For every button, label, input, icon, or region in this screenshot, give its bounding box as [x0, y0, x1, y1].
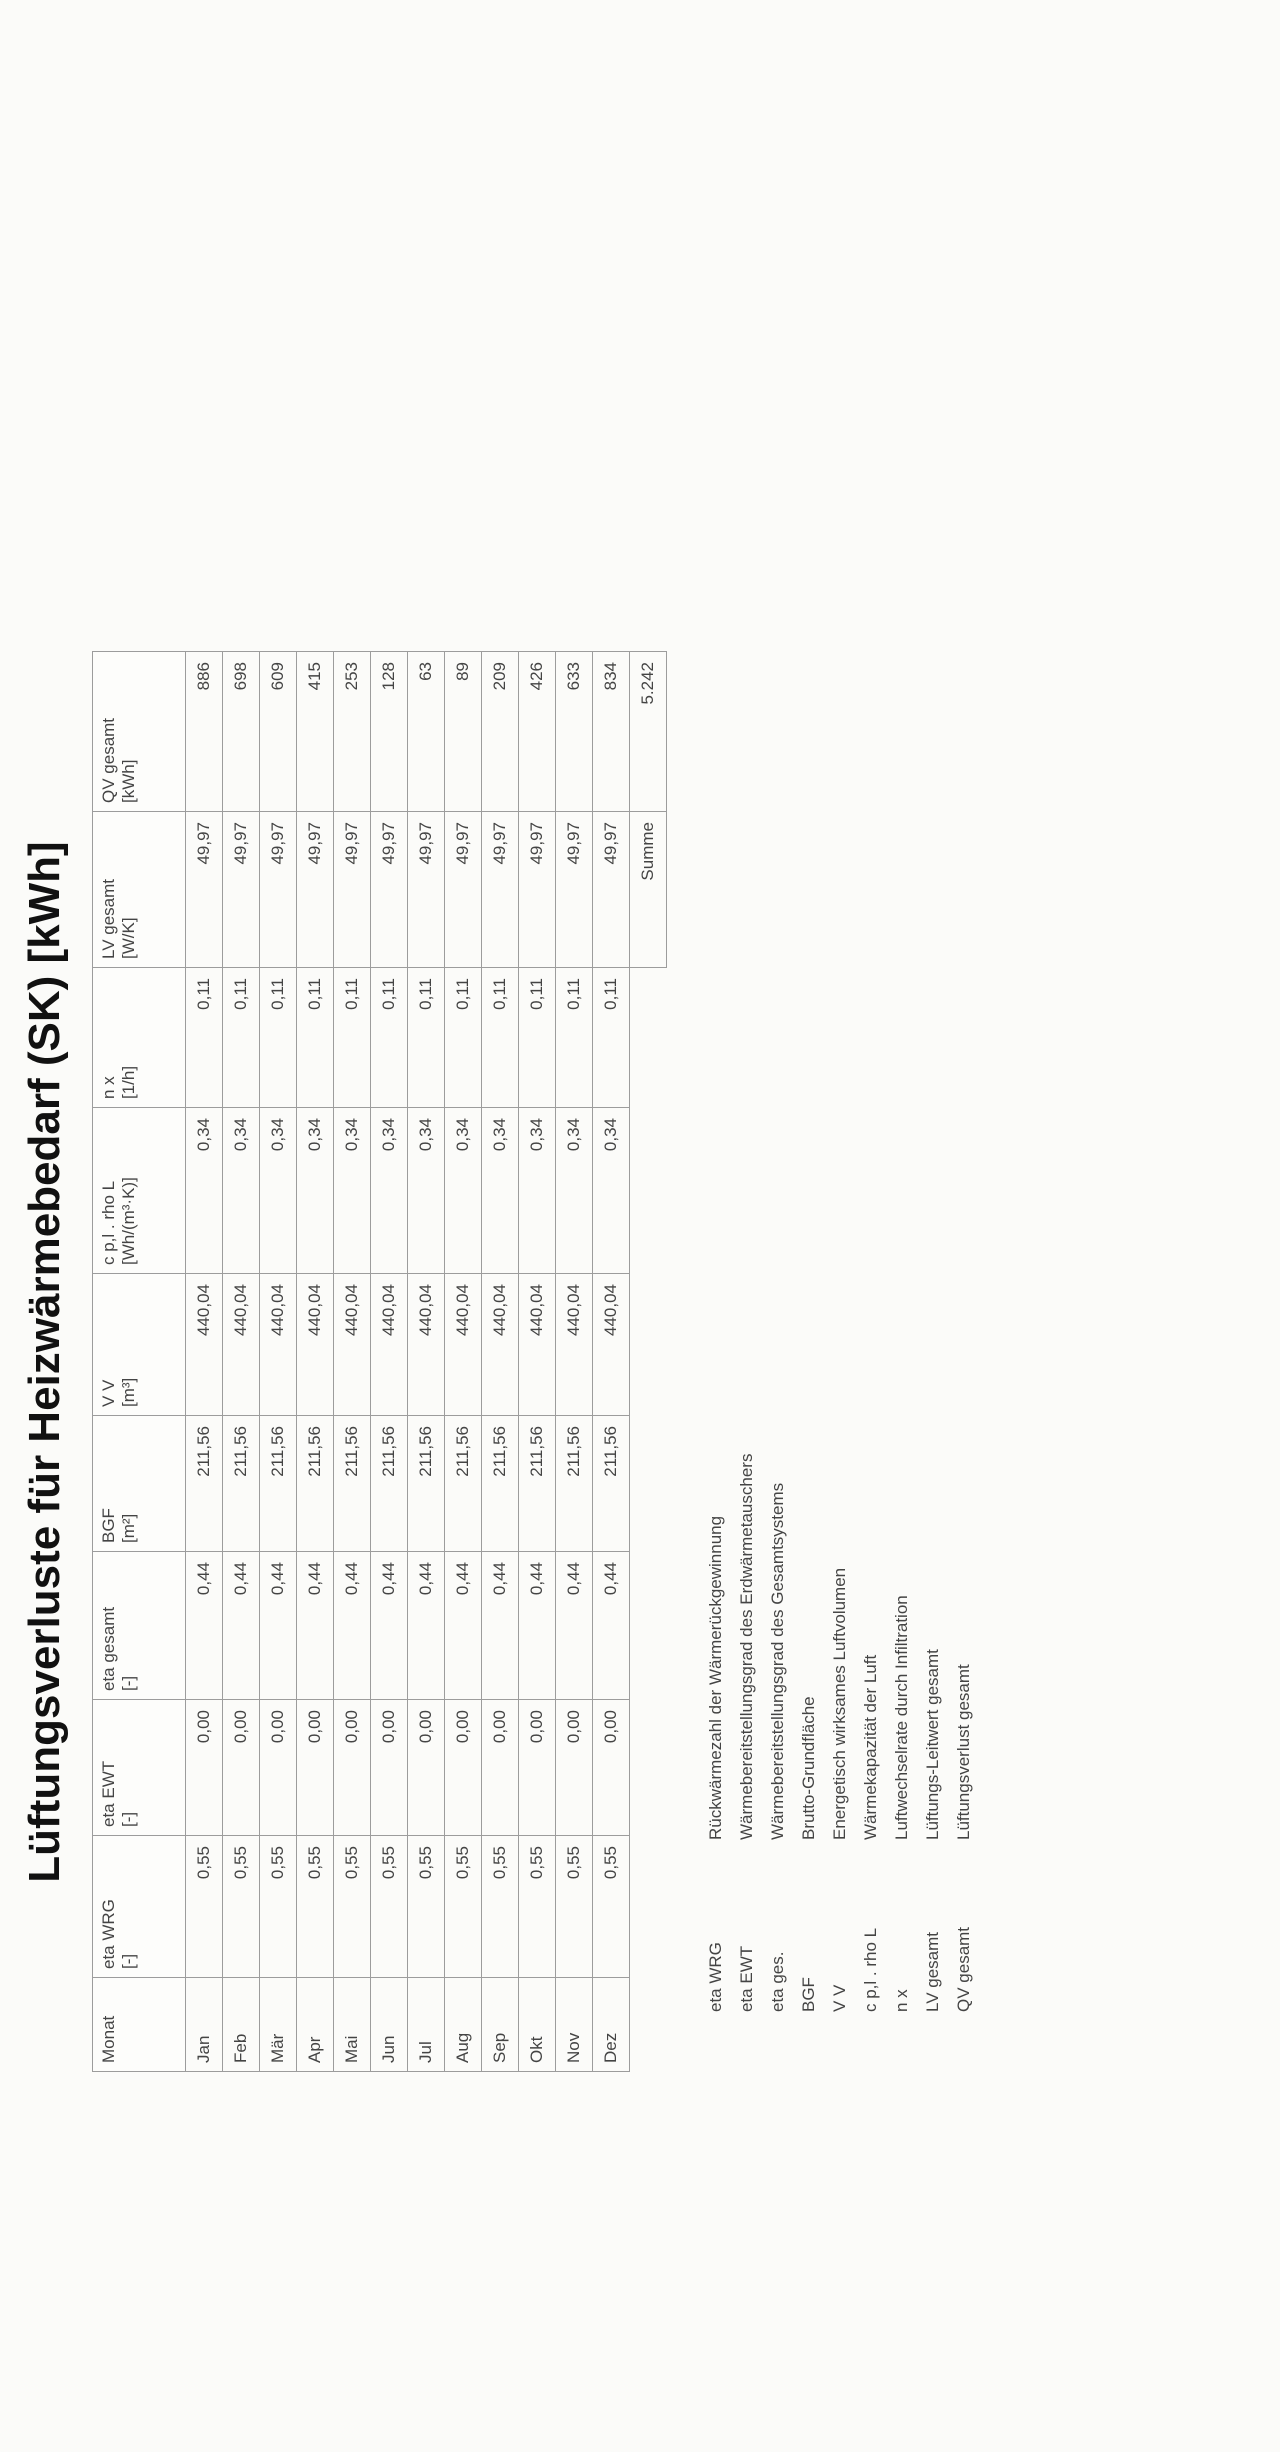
table-cell: 211,56: [408, 1416, 445, 1552]
column-header: [93, 1700, 186, 1836]
legend-description: Lüftungs-Leitwert gesamt: [923, 1649, 942, 1840]
table-cell: 0,00: [223, 1700, 260, 1836]
empty-cell: [630, 1700, 667, 1836]
column-header: [93, 1274, 186, 1416]
month-cell: Dez: [593, 1978, 630, 2072]
table-cell: 0,44: [186, 1552, 223, 1700]
table-row: [223, 652, 260, 2072]
table-row: [371, 652, 408, 2072]
table-cell: 0,34: [260, 1108, 297, 1274]
table-row: [445, 652, 482, 2072]
column-header-unit: [W/K]: [119, 917, 138, 959]
table-cell: 0,00: [445, 1700, 482, 1836]
table-cell: 0,44: [260, 1552, 297, 1700]
table-cell: 0,34: [593, 1108, 630, 1274]
column-header-unit: [m³]: [119, 1377, 138, 1407]
table-cell: 211,56: [371, 1416, 408, 1552]
table-cell: 440,04: [371, 1274, 408, 1416]
table-cell: 440,04: [186, 1274, 223, 1416]
table-cell: 253: [334, 652, 371, 812]
legend-abbreviation: c p,l . rho L: [861, 1927, 880, 2012]
empty-cell: [630, 1836, 667, 1978]
legend-item: [886, 1454, 917, 2012]
month-cell: Apr: [297, 1978, 334, 2072]
table-row: [297, 652, 334, 2072]
table-cell: 211,56: [445, 1416, 482, 1552]
table-cell: 49,97: [297, 812, 334, 968]
table-cell: 49,97: [593, 812, 630, 968]
table-cell: 63: [408, 652, 445, 812]
column-header-unit: [kWh]: [119, 759, 138, 803]
table-cell: 440,04: [593, 1274, 630, 1416]
table-cell: 0,11: [519, 968, 556, 1108]
table-cell: 0,44: [482, 1552, 519, 1700]
month-cell: Jun: [371, 1978, 408, 2072]
legend-item: [793, 1454, 824, 2012]
table-cell: 211,56: [556, 1416, 593, 1552]
table-cell: 211,56: [260, 1416, 297, 1552]
legend-item: [731, 1454, 762, 2012]
column-header-name: n x: [99, 1076, 118, 1099]
table-cell: 440,04: [297, 1274, 334, 1416]
month-cell: Aug: [445, 1978, 482, 2072]
table-cell: 0,34: [482, 1108, 519, 1274]
month-cell: Mai: [334, 1978, 371, 2072]
table-cell: 440,04: [519, 1274, 556, 1416]
table-cell: 0,11: [482, 968, 519, 1108]
table-cell: 0,44: [334, 1552, 371, 1700]
table-cell: 49,97: [482, 812, 519, 968]
table-cell: 0,34: [519, 1108, 556, 1274]
column-header-name: LV gesamt: [99, 878, 118, 959]
legend-abbreviation: eta ges.: [768, 1951, 787, 2012]
legend-item: [917, 1454, 948, 2012]
table-cell: 698: [223, 652, 260, 812]
table-cell: 0,11: [260, 968, 297, 1108]
table-cell: 49,97: [334, 812, 371, 968]
table-cell: 0,11: [593, 968, 630, 1108]
table-cell: 49,97: [186, 812, 223, 968]
month-cell: Feb: [223, 1978, 260, 2072]
column-header-name: eta EWT: [99, 1760, 118, 1827]
legend-description: Energetisch wirksames Luftvolumen: [830, 1567, 849, 1840]
table-cell: 0,55: [371, 1836, 408, 1978]
table-cell: 609: [260, 652, 297, 812]
empty-cell: [630, 1274, 667, 1416]
month-cell: Jan: [186, 1978, 223, 2072]
legend-description: Lüftungsverlust gesamt: [954, 1664, 973, 1840]
table-cell: 211,56: [593, 1416, 630, 1552]
table-cell: 0,55: [408, 1836, 445, 1978]
table-cell: 0,11: [445, 968, 482, 1108]
table-cell: 0,55: [519, 1836, 556, 1978]
legend-item: [948, 1454, 979, 2012]
table-cell: 0,11: [186, 968, 223, 1108]
table-cell: 0,00: [260, 1700, 297, 1836]
table-cell: 49,97: [223, 812, 260, 968]
legend-abbreviation: QV gesamt: [954, 1926, 973, 2012]
column-header: [93, 652, 186, 812]
legend-abbreviation: V V: [830, 1984, 849, 2012]
table-cell: 0,00: [482, 1700, 519, 1836]
legend-description: Brutto-Grundfläche: [799, 1696, 818, 1840]
table-cell: 440,04: [334, 1274, 371, 1416]
legend-description: Wärmekapazität der Luft: [861, 1654, 880, 1840]
table-row: [556, 652, 593, 2072]
table-cell: 886: [186, 652, 223, 812]
table-cell: 0,00: [334, 1700, 371, 1836]
table-cell: 0,00: [408, 1700, 445, 1836]
table-cell: 440,04: [445, 1274, 482, 1416]
column-header: [93, 1552, 186, 1700]
table-cell: 0,55: [260, 1836, 297, 1978]
legend-abbreviation: eta WRG: [706, 1942, 725, 2012]
table-cell: 0,44: [223, 1552, 260, 1700]
empty-cell: [630, 968, 667, 1108]
table-cell: 834: [593, 652, 630, 812]
table-cell: 0,44: [445, 1552, 482, 1700]
column-header-unit: [Wh/(m³·K)]: [119, 1177, 138, 1265]
table-cell: 211,56: [297, 1416, 334, 1552]
table-row: [186, 652, 223, 2072]
ventilation-loss-table-container: [92, 652, 667, 2072]
table-cell: 0,44: [297, 1552, 334, 1700]
table-cell: 0,11: [408, 968, 445, 1108]
table-cell: 0,55: [297, 1836, 334, 1978]
table-cell: 633: [556, 652, 593, 812]
legend-item: [762, 1454, 793, 2012]
empty-cell: [630, 1108, 667, 1274]
table-cell: 211,56: [482, 1416, 519, 1552]
ventilation-loss-table: [92, 651, 667, 2072]
table-cell: 0,11: [556, 968, 593, 1108]
table-cell: 0,34: [408, 1108, 445, 1274]
table-cell: 0,44: [556, 1552, 593, 1700]
empty-cell: [630, 1978, 667, 2072]
table-body: [186, 652, 667, 2072]
table-cell: 440,04: [260, 1274, 297, 1416]
table-cell: 0,34: [556, 1108, 593, 1274]
table-cell: 0,55: [556, 1836, 593, 1978]
column-header-unit: [1/h]: [119, 1065, 138, 1099]
empty-cell: [630, 1416, 667, 1552]
table-cell: 0,55: [223, 1836, 260, 1978]
column-header: [93, 1836, 186, 1978]
table-cell: 0,44: [408, 1552, 445, 1700]
column-header-name: c p,l . rho L: [99, 1180, 118, 1265]
table-cell: 211,56: [186, 1416, 223, 1552]
column-header: [93, 812, 186, 968]
column-header-name: BGF: [99, 1508, 118, 1543]
table-cell: 0,00: [186, 1700, 223, 1836]
table-row: [334, 652, 371, 2072]
table-row: [260, 652, 297, 2072]
column-header-unit: [-]: [119, 1811, 138, 1827]
legend-item: [855, 1454, 886, 2012]
page-title: Lüftungsverluste für Heizwärmebedarf (SK) [kWh]: [20, 841, 69, 1883]
column-header-unit: [-]: [119, 1953, 138, 1969]
table-cell: 0,44: [593, 1552, 630, 1700]
legend-abbreviation: BGF: [799, 1977, 818, 2012]
table-cell: 0,34: [297, 1108, 334, 1274]
legend-description: Luftwechselrate durch Infiltration: [892, 1595, 911, 1840]
summary-row: [630, 652, 667, 2072]
table-cell: 440,04: [223, 1274, 260, 1416]
table-cell: 426: [519, 652, 556, 812]
table-cell: 0,11: [334, 968, 371, 1108]
table-cell: 0,34: [186, 1108, 223, 1274]
table-cell: 415: [297, 652, 334, 812]
table-cell: 49,97: [556, 812, 593, 968]
month-cell: Mär: [260, 1978, 297, 2072]
table-cell: 211,56: [223, 1416, 260, 1552]
table-cell: 0,55: [593, 1836, 630, 1978]
table-cell: 49,97: [519, 812, 556, 968]
table-cell: 209: [482, 652, 519, 812]
table-cell: 0,34: [371, 1108, 408, 1274]
legend-abbreviation: LV gesamt: [923, 1931, 942, 2012]
table-cell: 211,56: [334, 1416, 371, 1552]
table-cell: 0,11: [297, 968, 334, 1108]
table-cell: 0,44: [371, 1552, 408, 1700]
column-header-unit: [-]: [119, 1675, 138, 1691]
month-cell: Okt: [519, 1978, 556, 2072]
column-header-name: V V: [99, 1379, 118, 1407]
table-cell: 0,00: [371, 1700, 408, 1836]
table-row: [593, 652, 630, 2072]
legend-description: Wärmebereitstellungsgrad des Erdwärmetauschers: [737, 1453, 756, 1840]
table-cell: 0,11: [371, 968, 408, 1108]
month-cell: Nov: [556, 1978, 593, 2072]
column-header: [93, 968, 186, 1108]
table-cell: 49,97: [408, 812, 445, 968]
table-cell: 440,04: [556, 1274, 593, 1416]
column-header-name: eta WRG: [99, 1899, 118, 1969]
table-cell: 49,97: [445, 812, 482, 968]
table-cell: 211,56: [519, 1416, 556, 1552]
legend-abbreviation: n x: [892, 1989, 911, 2012]
table-cell: 0,55: [334, 1836, 371, 1978]
column-header: [93, 1108, 186, 1274]
table-cell: 0,00: [297, 1700, 334, 1836]
legend-description: Wärmebereitstellungsgrad des Gesamtsystems: [768, 1482, 787, 1840]
table-cell: 49,97: [260, 812, 297, 968]
table-cell: 0,34: [445, 1108, 482, 1274]
table-cell: 440,04: [408, 1274, 445, 1416]
month-cell: Sep: [482, 1978, 519, 2072]
table-cell: 89: [445, 652, 482, 812]
table-cell: 0,55: [482, 1836, 519, 1978]
table-cell: 0,55: [445, 1836, 482, 1978]
column-header-unit: [m²]: [119, 1513, 138, 1543]
table-cell: 0,55: [186, 1836, 223, 1978]
table-cell: 0,34: [334, 1108, 371, 1274]
summary-value: 5.242: [630, 652, 667, 812]
table-header-row: [93, 652, 186, 2072]
column-header-name: Monat: [99, 2015, 118, 2063]
table-cell: 0,00: [556, 1700, 593, 1836]
legend-abbreviation: eta EWT: [737, 1945, 756, 2012]
table-cell: 0,00: [593, 1700, 630, 1836]
table-row: [519, 652, 556, 2072]
column-header: [93, 1416, 186, 1552]
summary-label: Summe: [630, 812, 667, 968]
column-header-name: QV gesamt: [99, 717, 118, 803]
column-header: [93, 1978, 186, 2072]
month-cell: Jul: [408, 1978, 445, 2072]
table-cell: 0,00: [519, 1700, 556, 1836]
table-cell: 49,97: [371, 812, 408, 968]
table-row: [408, 652, 445, 2072]
empty-cell: [630, 1552, 667, 1700]
table-cell: 0,11: [223, 968, 260, 1108]
table-cell: 0,44: [519, 1552, 556, 1700]
abbreviation-legend: [700, 1454, 979, 2012]
table-cell: 128: [371, 652, 408, 812]
table-row: [482, 652, 519, 2072]
legend-item: [700, 1454, 731, 2012]
table-cell: 0,34: [223, 1108, 260, 1274]
legend-description: Rückwärmezahl der Wärmerückgewinnung: [706, 1515, 725, 1840]
legend-item: [824, 1454, 855, 2012]
table-cell: 440,04: [482, 1274, 519, 1416]
column-header-name: eta gesamt: [99, 1606, 118, 1691]
